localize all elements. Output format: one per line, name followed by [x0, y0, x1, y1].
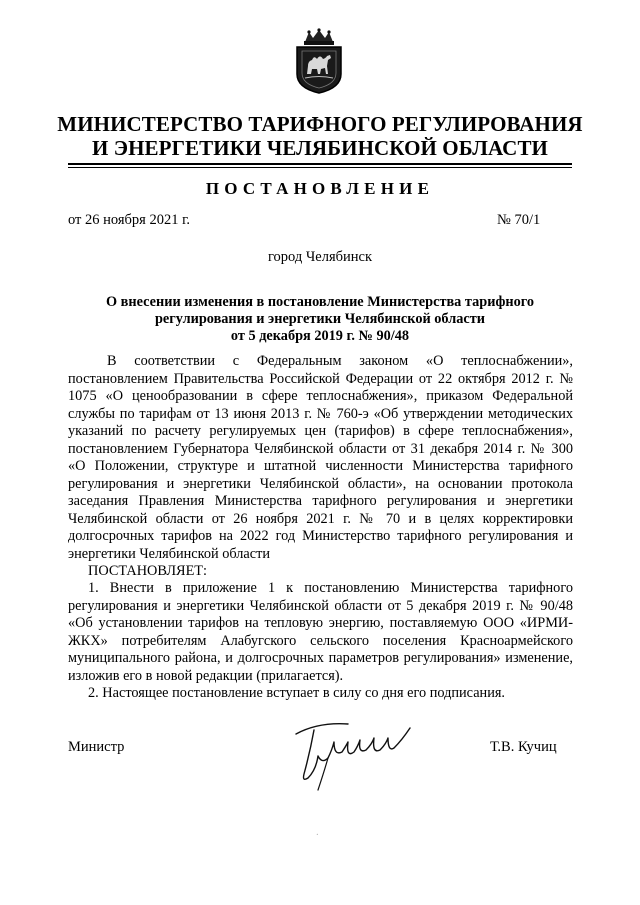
document-city: город Челябинск: [267, 249, 373, 265]
handwritten-signature: [288, 712, 416, 796]
ministry-name-line1: МИНИСТЕРСТВО ТАРИФНОГО РЕГУЛИРОВАНИЯ: [57, 112, 583, 136]
header-rule-thin: [68, 167, 572, 168]
preamble-paragraph: В соответствии с Федеральным законом «О теплоснабжении», постановлением Правительства Российской Федерации от 22 октября 2012 г. № 1075 «О ценообразовании в сфере теплоснабжения», приказом Федеральной службы по тарифам от 13 июня 2013 г. № 760-э «Об утверждении методических указаний по расчету регулируемых цен (тарифов) в сфере теплоснабжения», постановлением Губернатора Челябинской области от 31 декабря 2014 г. № 300 «О Положении, структуре и штатной численности Министерства тарифного регулирования и энергетики Челябинской области», на основании протокола заседания Правления Министерства тарифного регулирования и энергетики Челябинской области от 26 ноября 2021 г. № 70 и в целях корректировки долгосрочных тарифов на 2022 год Министерство тарифного регулирования и энергетики Челябинской области: [68, 353, 573, 562]
clause-1: 1. Внести в приложение 1 к постановлению Министерства тарифного регулирования и энергетики Челябинской области от 5 декабря 2019 г. № 90/48 «Об установлении тарифов на тепловую энергию, поставляемую ООО «ИРМИ-ЖКХ» потребителям Алабугского сельского поселения Красноармейского муниципального района, и долгосрочных параметров регулирования» изменение, изложив его в новой редакции (прилагается).: [68, 580, 573, 684]
subject-line2: регулирования и энергетики Челябинской области: [154, 311, 485, 327]
coat-of-arms-icon: [293, 28, 345, 94]
signatory-name: Т.В. Кучиц: [490, 739, 557, 755]
signatory-title: Министр: [68, 739, 125, 755]
resolves-heading: ПОСТАНОВЛЯЕТ:: [88, 563, 208, 579]
document-type: ПОСТАНОВЛЕНИЕ: [205, 179, 435, 198]
subject-line3: от 5 декабря 2019 г. № 90/48: [230, 328, 410, 344]
document-date: от 26 ноября 2021 г.: [68, 212, 191, 228]
header-rule: [68, 163, 572, 165]
document-number: № 70/1: [497, 212, 541, 228]
scan-mark: .: [316, 826, 319, 838]
ministry-name-line2: И ЭНЕРГЕТИКИ ЧЕЛЯБИНСКОЙ ОБЛАСТИ: [92, 136, 548, 160]
clause-2: 2. Настоящее постановление вступает в силу со дня его подписания.: [88, 685, 505, 701]
subject-line1: О внесении изменения в постановление Министерства тарифного: [105, 294, 535, 310]
